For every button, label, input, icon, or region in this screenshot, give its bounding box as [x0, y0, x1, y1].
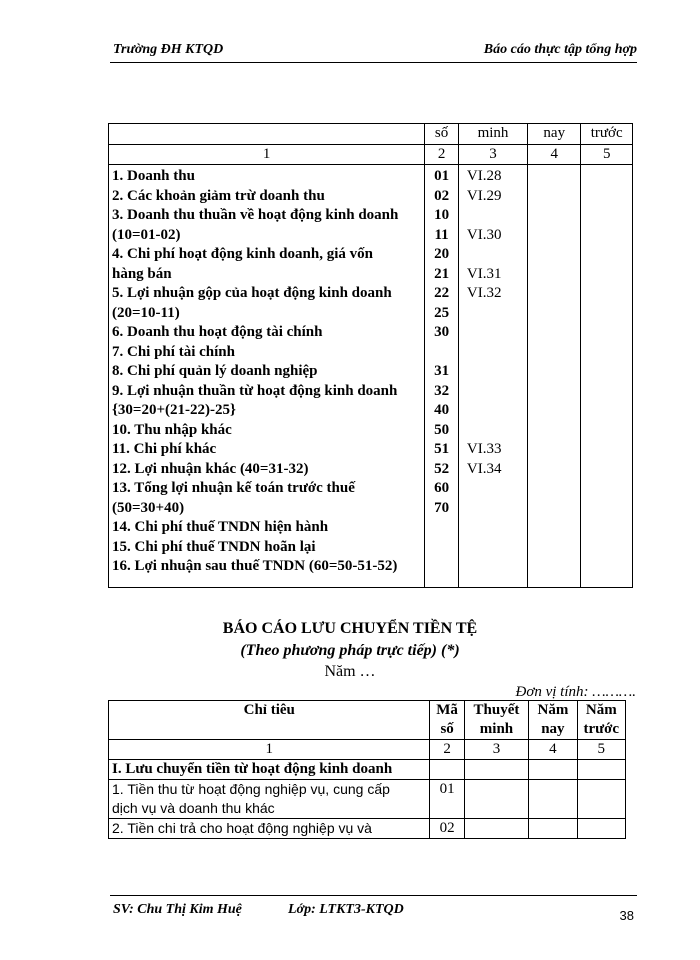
col-header-indicator: Chỉ tiêu — [109, 701, 430, 740]
item: 11. Chi phí khác — [112, 441, 217, 457]
code: 02 — [434, 187, 450, 204]
item: 8. Chi phí quản lý doanh nghiệp — [112, 363, 318, 379]
col-header-code — [430, 701, 464, 740]
section-heading: I. Lưu chuyển tiền từ hoạt động kinh doanh — [109, 760, 430, 780]
note: VI.34 — [466, 460, 502, 477]
code: 11 — [434, 226, 449, 243]
footer-rule — [110, 895, 637, 896]
header-line: minh — [479, 721, 514, 737]
header-report-title: Báo cáo thực tập tổng hợp — [483, 42, 637, 57]
item: 13. Tổng lợi nhuận kế toán trước thuế — [112, 480, 355, 496]
item: 12. Lợi nhuận khác (40=31-32) — [112, 460, 309, 477]
empty-cell — [464, 819, 528, 839]
note — [467, 206, 524, 226]
col-number-4: 4 — [528, 144, 581, 165]
table-header-row — [109, 701, 626, 740]
header-line: Mã — [436, 702, 458, 718]
code: 30 — [434, 324, 450, 340]
row-label — [109, 780, 430, 819]
empty-cell — [529, 760, 577, 780]
col-number-2: 2 — [430, 740, 464, 760]
col-number-1: 1 — [109, 740, 430, 760]
income-statement-table — [108, 123, 633, 588]
empty-cell — [577, 780, 625, 819]
table-header-row — [109, 124, 633, 145]
items-column — [109, 165, 425, 588]
code: 20 — [434, 246, 450, 262]
code — [428, 343, 455, 363]
item: (10=01-02) — [112, 226, 181, 243]
codes-column — [425, 165, 459, 588]
code: 50 — [434, 421, 450, 438]
item: 1. Doanh thu — [112, 168, 195, 184]
col-header-1 — [109, 124, 425, 145]
code: 60 — [434, 480, 450, 496]
footer-student: SV: Chu Thị Kim Huệ — [113, 902, 242, 917]
note — [467, 421, 524, 441]
col-header-3: minh — [458, 124, 527, 145]
cashflow-table — [108, 700, 626, 839]
table-row — [109, 780, 626, 819]
column-number-row — [109, 740, 626, 760]
item: 7. Chi phí tài chính — [112, 343, 235, 360]
col-header-5: trước — [581, 124, 633, 145]
item: 2. Các khoản giảm trừ doanh thu — [112, 187, 325, 204]
item: (20=10-11) — [112, 304, 180, 321]
code: 52 — [434, 460, 450, 477]
empty-cell — [464, 760, 528, 780]
cashflow-title: BÁO CÁO LƯU CHUYỂN TIỀN TỆ — [222, 620, 478, 637]
code: 01 — [434, 168, 450, 184]
code: 10 — [434, 207, 450, 223]
code: 32 — [434, 382, 450, 399]
code: 70 — [434, 499, 450, 516]
row-label-line: 1. Tiền thu từ hoạt động nghiệp vụ, cung cấp — [112, 781, 390, 797]
col-number-2: 2 — [425, 144, 459, 165]
item: 10. Thu nhập khác — [112, 421, 232, 438]
note: VI.28 — [466, 168, 502, 184]
header-rule — [110, 62, 637, 63]
item: (50=30+40) — [112, 499, 185, 516]
empty-cell — [529, 819, 577, 839]
code: 31 — [434, 363, 450, 379]
col-header-note — [464, 701, 528, 740]
row-code: 01 — [430, 780, 464, 819]
item: 15. Chi phí thuế TNDN hoãn lại — [112, 538, 316, 555]
code: 40 — [434, 402, 450, 418]
empty-cell — [529, 780, 577, 819]
item: hàng bán — [112, 265, 172, 282]
note — [467, 323, 524, 343]
col-number-5: 5 — [577, 740, 625, 760]
column-number-row — [109, 144, 633, 165]
col-number-3: 3 — [458, 144, 527, 165]
item: {30=20+(21-22)-25} — [112, 402, 236, 418]
empty-cell — [577, 819, 625, 839]
item: 16. Lợi nhuận sau thuế TNDN (60=50-51-52) — [112, 558, 398, 574]
notes-column — [458, 165, 527, 588]
header-school: Trường ĐH KTQD — [113, 42, 224, 57]
table-body-row — [109, 165, 633, 588]
col-header-2: số — [425, 124, 459, 145]
col-header-4: nay — [528, 124, 581, 145]
header-line: nay — [541, 721, 565, 737]
header-line: Thuyết — [473, 702, 520, 718]
header-line: trước — [583, 721, 620, 737]
col-number-5: 5 — [581, 144, 633, 165]
header-line: Năm — [537, 702, 569, 718]
last-year-column — [581, 165, 633, 588]
note — [467, 401, 524, 421]
col-number-4: 4 — [529, 740, 577, 760]
row-label: 2. Tiền chi trả cho hoạt động nghiệp vụ và — [109, 819, 430, 839]
item: 6. Doanh thu hoạt động tài chính — [112, 324, 323, 340]
footer-class: Lớp: LTKT3-KTQD — [288, 902, 404, 917]
note: VI.31 — [466, 265, 502, 282]
item: 5. Lợi nhuận gộp của hoạt động kinh doanh — [112, 285, 392, 301]
row-label-line: dịch vụ và doanh thu khác — [112, 800, 275, 816]
item: 14. Chi phí thuế TNDN hiện hành — [112, 519, 329, 535]
note: VI.33 — [466, 441, 502, 457]
code: 25 — [434, 304, 450, 321]
col-number-1: 1 — [109, 144, 425, 165]
table-row — [109, 819, 626, 839]
unit-label: Đơn vị tính: ………. — [515, 684, 636, 700]
item: 9. Lợi nhuận thuần từ hoạt động kinh doanh — [112, 382, 398, 399]
item: 4. Chi phí hoạt động kinh doanh, giá vốn — [112, 246, 373, 262]
col-header-last-year — [577, 701, 625, 740]
item: 3. Doanh thu thuần về hoạt động kinh doanh — [112, 207, 399, 223]
note — [467, 382, 524, 402]
note — [467, 245, 524, 265]
note: VI.30 — [466, 226, 502, 243]
note: VI.32 — [466, 285, 502, 301]
code: 21 — [434, 265, 450, 282]
this-year-column — [528, 165, 581, 588]
cashflow-year: Năm … — [324, 663, 376, 680]
cashflow-subtitle: (Theo phương pháp trực tiếp) (*) — [240, 642, 460, 659]
code: 51 — [434, 441, 450, 457]
note: VI.29 — [466, 187, 502, 204]
col-number-3: 3 — [464, 740, 528, 760]
header-line: số — [440, 721, 454, 737]
section-row — [109, 760, 626, 780]
page-number: 38 — [619, 908, 634, 923]
empty-cell — [577, 760, 625, 780]
code: 22 — [434, 285, 450, 301]
note — [467, 362, 524, 382]
row-code: 02 — [430, 819, 464, 839]
col-header-this-year — [529, 701, 577, 740]
empty-cell — [430, 760, 464, 780]
header-line: Năm — [585, 702, 617, 718]
empty-cell — [464, 780, 528, 819]
note — [467, 343, 524, 363]
note — [467, 304, 524, 324]
